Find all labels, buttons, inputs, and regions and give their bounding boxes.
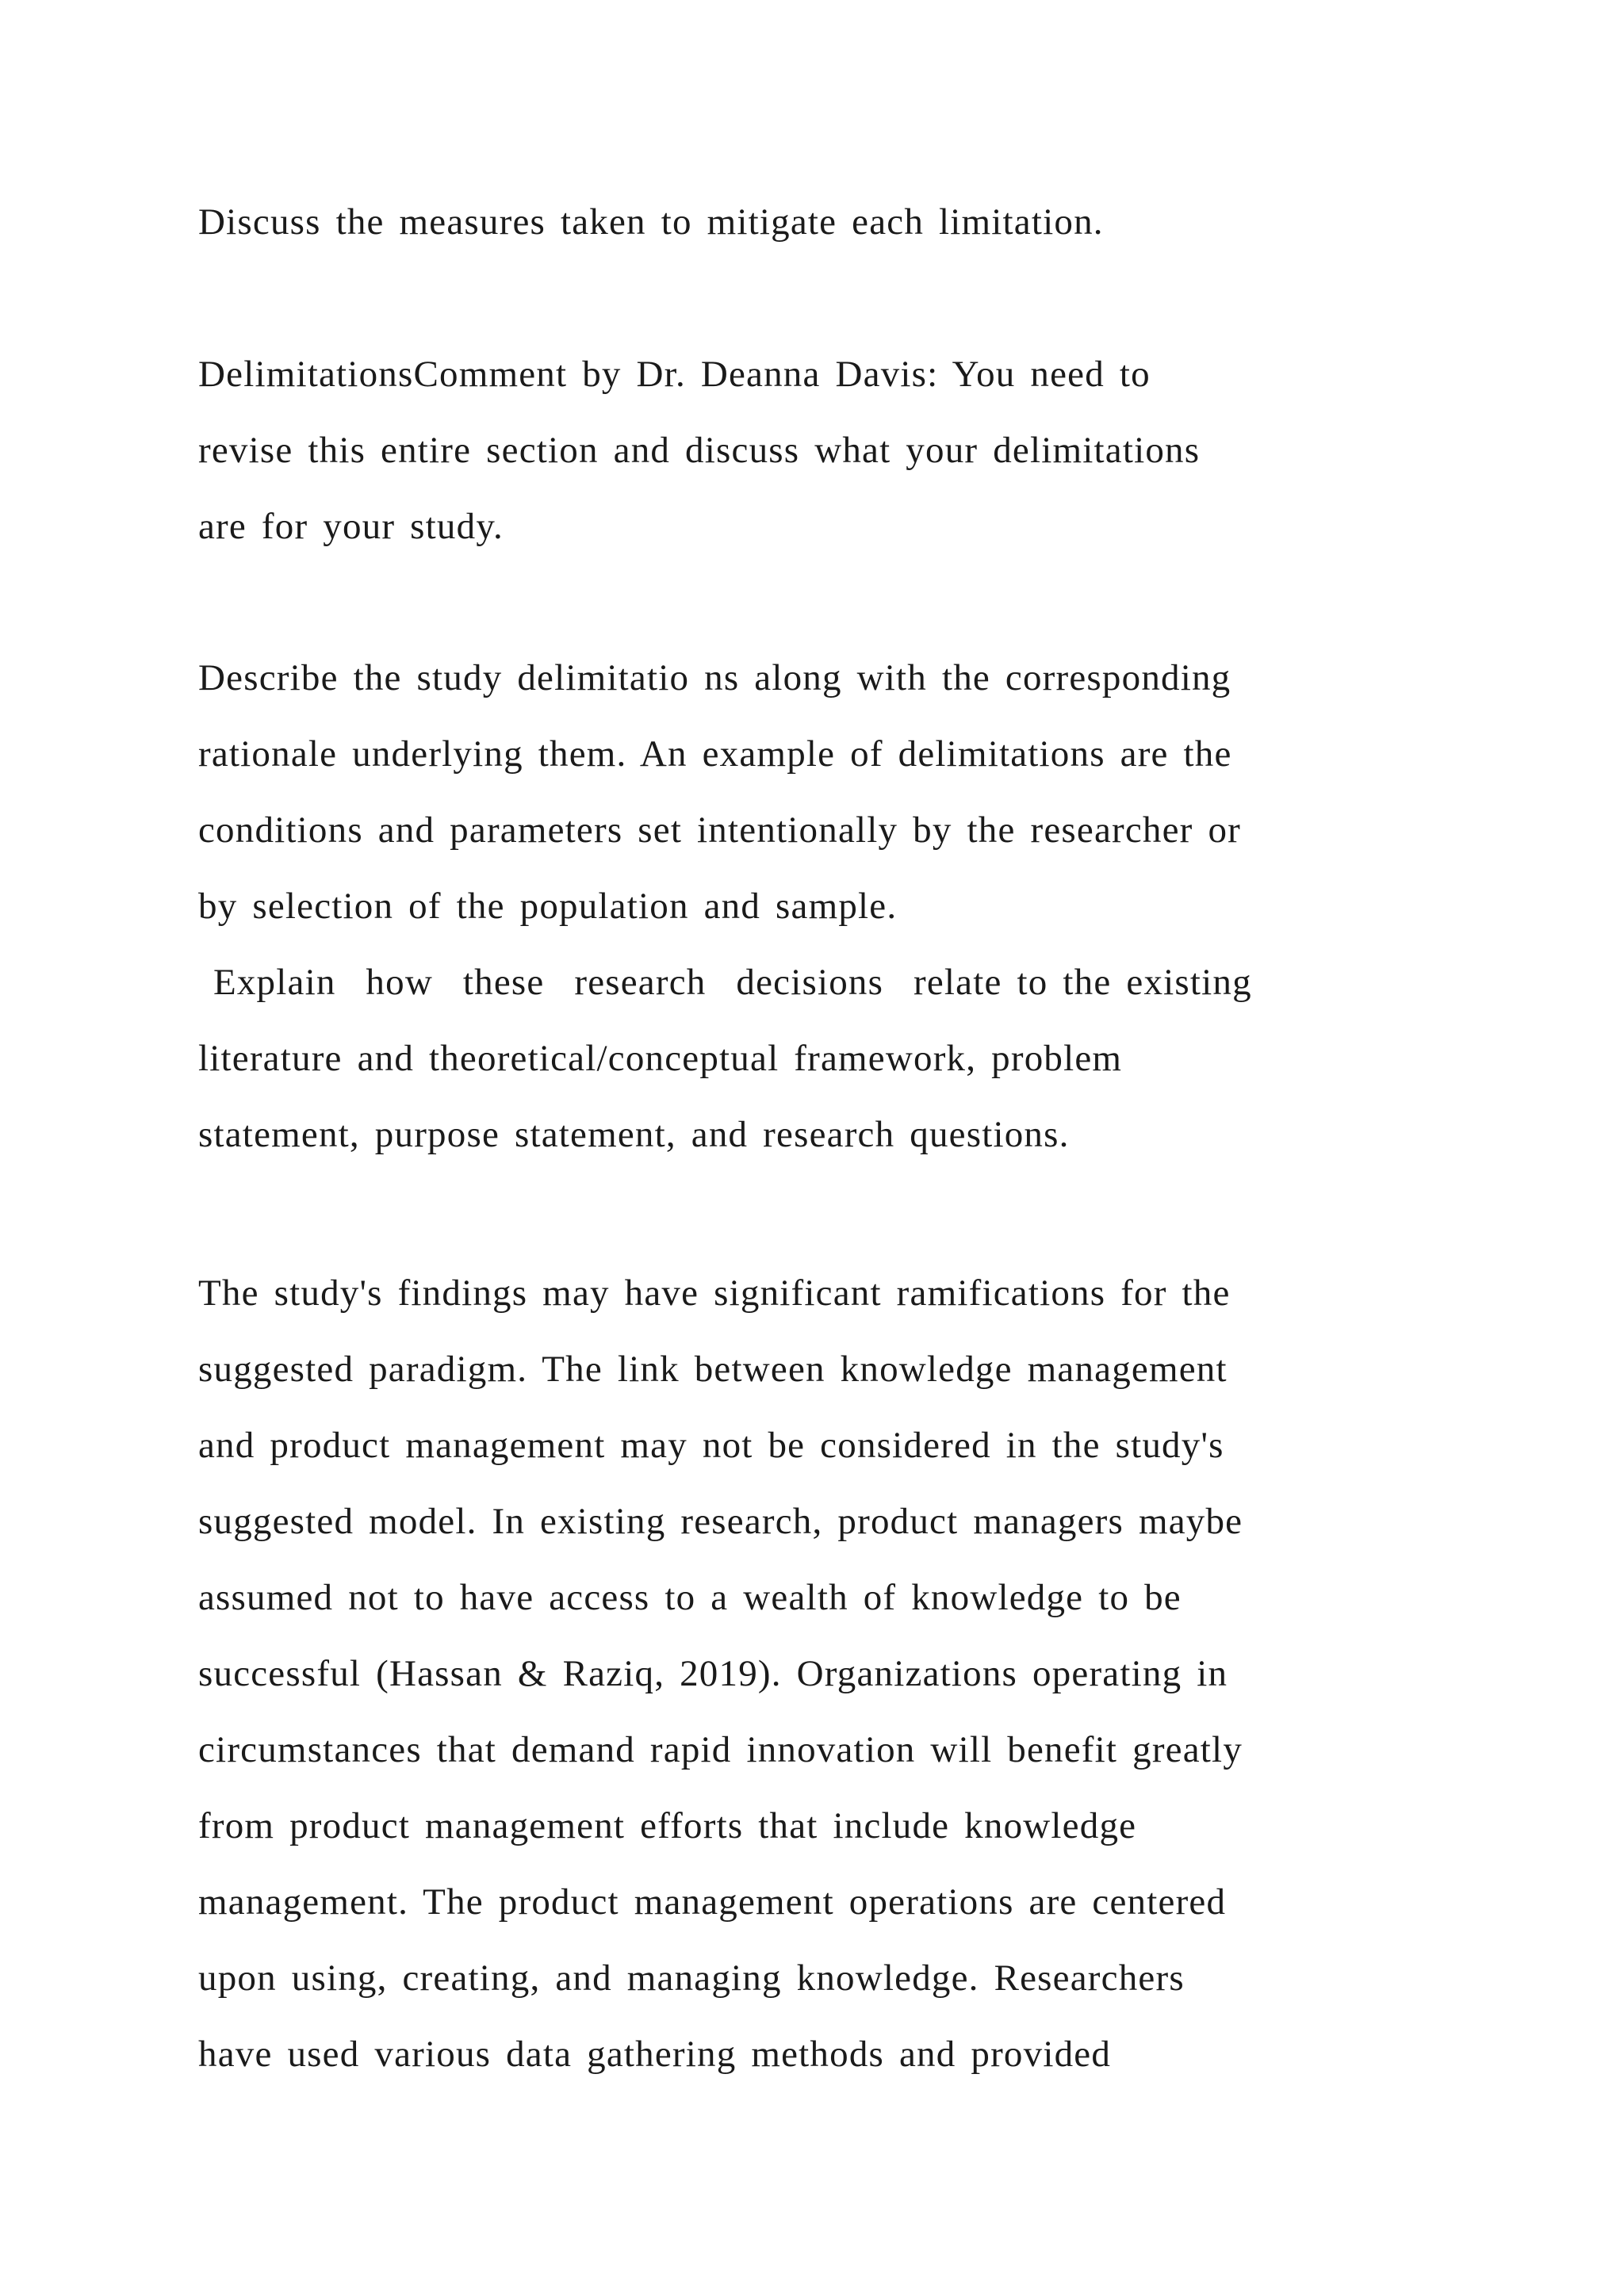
text-line: Explain how these research decisions relate to the existing — [198, 962, 1252, 1003]
text-line: conditions and parameters set intentionally by the researcher or — [198, 809, 1242, 851]
text-line: literature and theoretical/conceptual framework, problem — [198, 1038, 1123, 1079]
text-line: circumstances that demand rapid innovation will benefit greatly — [198, 1729, 1243, 1770]
text-line: assumed not to have access to a wealth of knowledge to be — [198, 1577, 1182, 1618]
text-line: upon using, creating, and managing knowledge. Researchers — [198, 1957, 1185, 1999]
text-line: by selection of the population and sample. — [198, 886, 898, 927]
text-line: Discuss the measures taken to mitigate each limitation. — [198, 201, 1104, 243]
text-line: rationale underlying them. An example of delimitations are the — [198, 733, 1232, 775]
text-line: revise this entire section and discuss what your delimitations — [198, 430, 1201, 471]
paragraph-mitigation — [198, 184, 1435, 260]
text-line: suggested model. In existing research, product managers maybe — [198, 1501, 1243, 1542]
text-line: management. The product management operations are centered — [198, 1881, 1227, 1923]
text-line: are for your study. — [198, 506, 504, 547]
text-line: Describe the study delimitatio ns along with the corresponding — [198, 657, 1231, 698]
paragraph-study-findings — [198, 1255, 1435, 2092]
text-line: DelimitationsComment by Dr. Deanna Davis: You need to — [198, 354, 1151, 395]
text-line: have used various data gathering methods and provided — [198, 2034, 1112, 2075]
text-line: successful (Hassan & Raziq, 2019). Organizations operating in — [198, 1653, 1228, 1694]
text-line: statement, purpose statement, and research questions. — [198, 1114, 1070, 1155]
paragraph-delimitations-comment — [198, 336, 1435, 564]
text-line: from product management efforts that include knowledge — [198, 1805, 1137, 1846]
text-line: suggested paradigm. The link between knowledge management — [198, 1349, 1228, 1390]
paragraph-describe-delimitations — [198, 640, 1435, 1173]
text-line: and product management may not be considered in the study's — [198, 1425, 1224, 1466]
text-line: The study's findings may have significant ramifications for the — [198, 1272, 1231, 1314]
